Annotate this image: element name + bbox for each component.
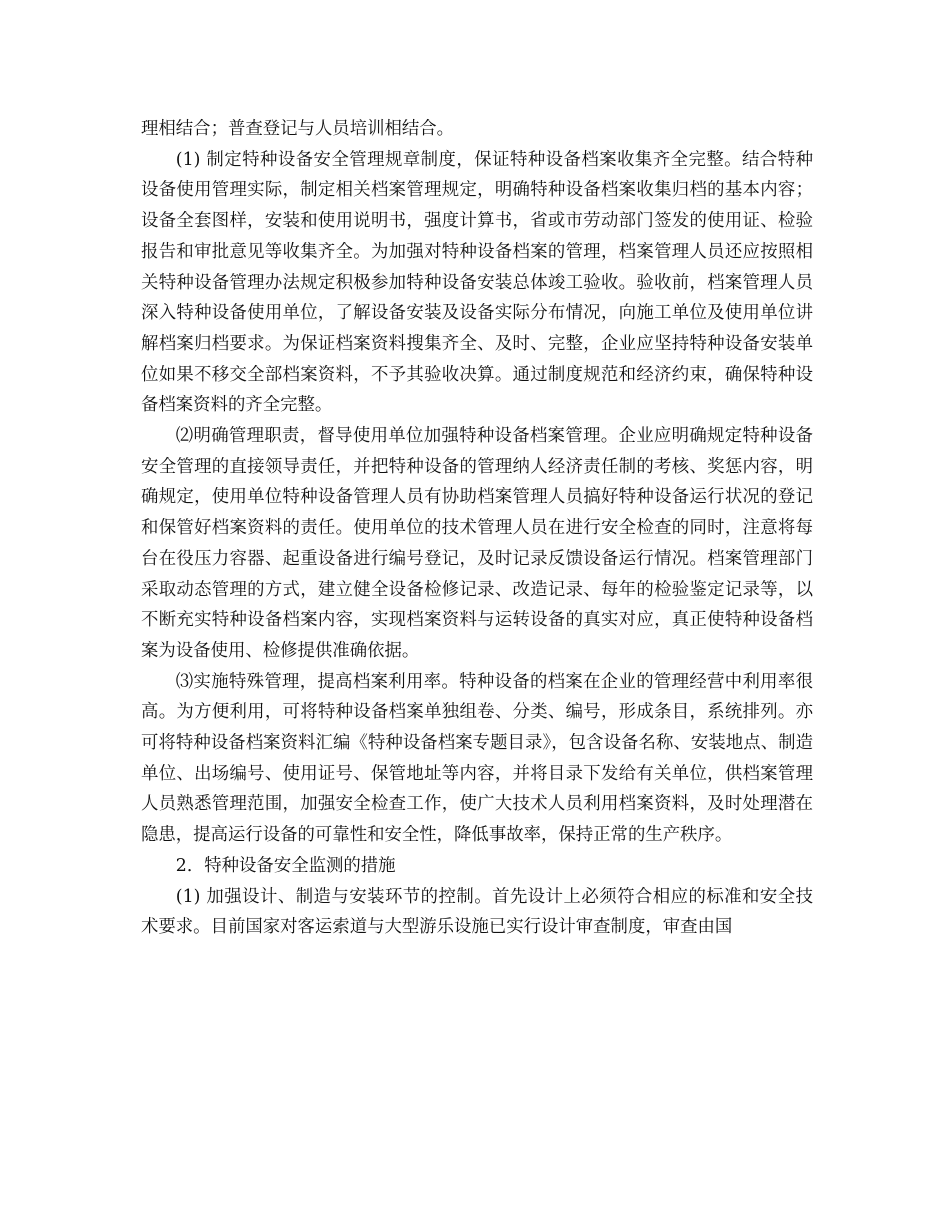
section-heading: 2．特种设备安全监测的措施 — [175, 855, 396, 876]
document-body — [141, 114, 813, 943]
paragraph-item-2: ⑵明确管理职责，督导使用单位加强特种设备档案管理。企业应明确规定特种设备安全管理的直接领导责任，并把特种设备的管理纳人经济责任制的考核、奖惩内容，明确规定，使用单位特种设备管理人员有协助档案管理人员搞好特种设备运行状况的登记和保管好档案资料的责任。使用单位的技术管理人员在进行安全检查的同时，注意将每台在役压力容器、起重设备进行编号登记，及时记录反馈设备运行情况。档案管理部门采取动态管理的方式，建立健全设备检修记录、改造记录、每年的检验鉴定记录等，以不断充实特种设备档案内容，实现档案资料与运转设备的真实对应，真正使特种设备档案为设备使用、检修提供准确依据。 — [141, 426, 813, 661]
paragraph-item-2-1: (1) 加强设计、制造与安装环节的控制。首先设计上必须符合相应的标准和安全技术要求。目前国家对客运索道与大型游乐设施已实行设计审查制度，审查由国 — [141, 886, 813, 938]
paragraph-continuation: 理相结合；普查登记与人员培训相结合。 — [141, 119, 455, 139]
paragraph-item-1: (1) 制定特种设备安全管理规章制度，保证特种设备档案收集齐全完整。结合特种设备使用管理实际，制定相关档案管理规定，明确特种设备档案收集归档的基本内容；设备全套图样，安装和使用说明书，强度计算书，省或市劳动部门签发的使用证、检验报告和审批意见等收集齐全。为加强对特种设备档案的管理，档案管理人员还应按照相关特种设备管理办法规定积极参加特种设备安装总体竣工验收。验收前，档案管理人员深入特种设备使用单位，了解设备安装及设备实际分布情况，向施工单位及使用单位讲解档案归档要求。为保证档案资料搜集齐全、及时、完整，企业应坚持特种设备安装单位如果不移交全部档案资料，不予其验收决算。通过制度规范和经济约束，确保特种设备档案资料的齐全完整。 — [141, 149, 813, 416]
paragraph-item-3: ⑶实施特殊管理，提高档案利用率。特种设备的档案在企业的管理经营中利用率很高。为方便利用，可将特种设备档案单独组卷、分类、编号，形成条目，系统排列。亦可将特种设备档案资料汇编《特种设备档案专题目录》，包含设备名称、安装地点、制造单位、出场编号、使用证号、保管地址等内容，并将目录下发给有关单位，供档案管理人员熟悉管理范围，加强安全检查工作，使广大技术人员利用档案资料，及时处理潜在隐患，提高运行设备的可靠性和安全性，降低事故率，保持正常的生产秩序。 — [141, 671, 813, 846]
